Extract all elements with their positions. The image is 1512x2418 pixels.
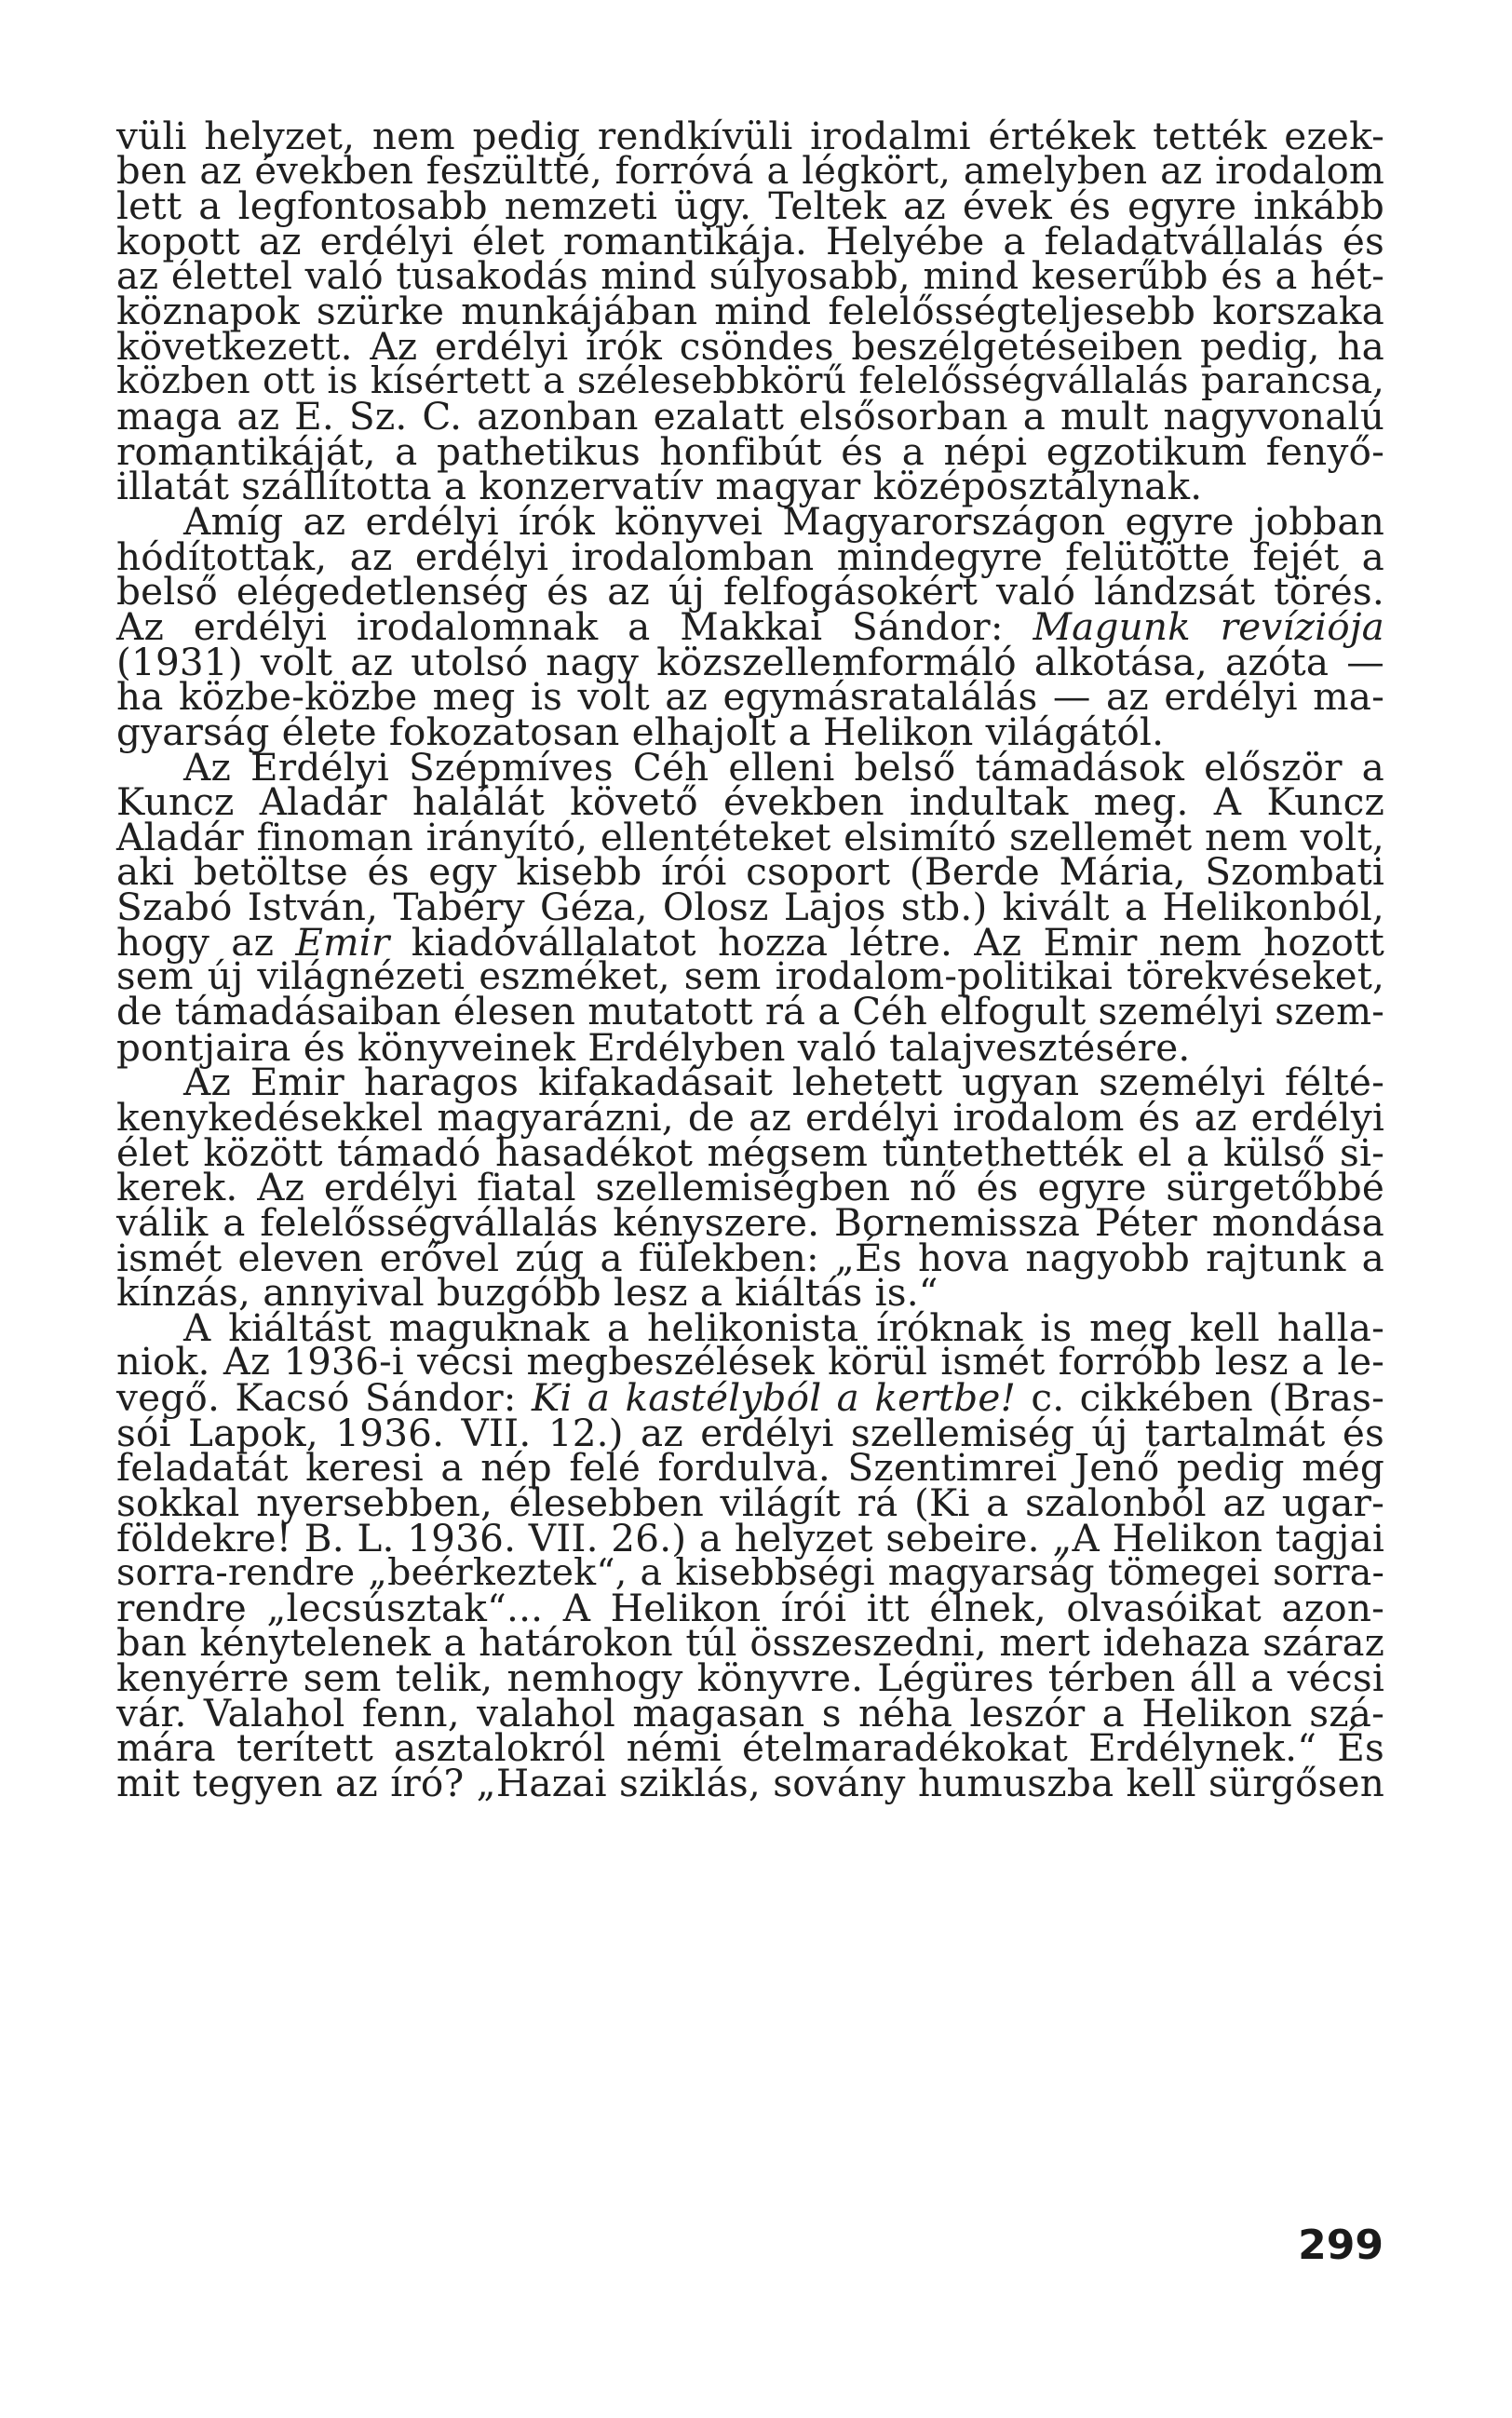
text-line-content: ban kénytelenek a határokon túl összeszedni, mert idehaza száraz bbox=[116, 1621, 1384, 1665]
text-line-content: Aladár finoman irányító, ellentéteket elsimító szellemét nem volt, bbox=[116, 814, 1384, 859]
text-line-content: niok. Az 1936-i vécsi megbeszélések körül ismét forróbb lesz a le- bbox=[116, 1341, 1384, 1385]
text-line-content: kopott az erdélyi élet romantikája. Helyébe a feladatvállalás és bbox=[116, 218, 1384, 263]
text-line-content: Amíg az erdélyi írók könyvei Magyarországon egyre jobban bbox=[183, 499, 1384, 545]
text-line-content: kenykedésekkel magyarázni, de az erdélyi irodalom és az erdélyi bbox=[116, 1094, 1384, 1140]
text-line-content: kenyérre sem telik, nemhogy könyvre. Légüres térben áll a vécsi bbox=[116, 1655, 1384, 1701]
italic-title: Magunk revíziója bbox=[1033, 603, 1384, 649]
text-line-content: közben ott is kísértett a szélesebbkörű felelősségvállalás parancsa, bbox=[116, 359, 1384, 403]
page-number: 299 bbox=[1298, 2222, 1384, 2269]
text-line-content: vegő. Kacsó Sándor: bbox=[116, 1375, 532, 1421]
text-line-content: pontjaira és könyveinek Erdélyben való talajvesztésére. bbox=[116, 1024, 1191, 1070]
text-line-content: maga az E. Sz. C. azonban ezalatt elsősorban a mult nagyvonalú bbox=[116, 394, 1384, 439]
text-line-content: Az Erdélyi Szépmíves Céh elleni belső támadások először a bbox=[183, 744, 1384, 790]
text-line-content: (1931) volt az utolsó nagy közszellemformáló alkotása, azóta — bbox=[116, 639, 1384, 684]
text-line-content: A kiáltást maguknak a helikonista íróknak is meg kell halla- bbox=[183, 1304, 1384, 1350]
text-line-content: de támadásaiban élesen mutatott rá a Céh elfogult személyi szem- bbox=[116, 991, 1384, 1034]
text-line-content: vüli helyzet, nem pedig rendkívüli irodalmi értékek tették ezek- bbox=[116, 114, 1384, 158]
text-line-content: sói Lapok, 1936. VII. 12.) az erdélyi szellemiség új tartalmát és bbox=[116, 1410, 1384, 1455]
text-line-content: következett. Az erdélyi írók csöndes beszélgetéseiben pedig, ha bbox=[116, 323, 1384, 369]
text-line-content: sorra-rendre „beérkeztek“, a kisebbségi magyarság tömegei sorra- bbox=[116, 1551, 1384, 1595]
text-line-content: mára terített asztalokról némi ételmaradékokat Erdélynek.“ És bbox=[116, 1725, 1384, 1771]
text-line-content: Kuncz Aladár halálát követő években indultak meg. A Kuncz bbox=[116, 779, 1384, 825]
body-text bbox=[116, 114, 1384, 1806]
text-line-content: sokkal nyersebben, élesebben világít rá (Ki a szalonból az ugar- bbox=[116, 1479, 1384, 1525]
text-line-content: feladatát keresi a nép felé fordulva. Szentimrei Jenő pedig még bbox=[116, 1445, 1384, 1491]
text-line-content: lett a legfontosabb nemzeti ügy. Teltek az évek és egyre inkább bbox=[116, 183, 1384, 229]
text-line-content: Az Emir haragos kifakadásait lehetett ugyan személyi félté- bbox=[183, 1060, 1384, 1105]
text-line-content: romantikáját, a pathetikus honfibút és a népi egzotikum fenyő- bbox=[116, 428, 1384, 474]
text-line-content: kínzás, annyival buzgóbb lesz a kiáltás is.“ bbox=[116, 1270, 938, 1316]
text-line-content: c. cikkében (Bras- bbox=[1016, 1375, 1384, 1421]
text-line-content: Szabó István, Tabéry Géza, Olosz Lajos stb.) kivált a Helikonból, bbox=[116, 885, 1384, 930]
italic-title: Emir bbox=[295, 919, 390, 965]
text-line-content: ben az években feszültté, forróvá a légkört, amelyben az irodalom bbox=[116, 149, 1384, 193]
text-line-content: földekre! B. L. 1936. VII. 26.) a helyzet sebeire. „A Helikon tagjai bbox=[116, 1515, 1384, 1560]
text-line-content: mit tegyen az író? „Hazai sziklás, sovány humuszba kell sürgősen bbox=[116, 1761, 1384, 1806]
text-line-content: az élettel való tusakodás mind súlyosabb, mind keserűbb és a hét- bbox=[116, 254, 1384, 298]
text-line-content: kerek. Az erdélyi fiatal szellemiségben nő és egyre sürgetőbbé bbox=[116, 1165, 1384, 1210]
text-line bbox=[116, 1761, 1384, 1806]
italic-title: Ki a kastélyból a kertbe! bbox=[531, 1375, 1017, 1421]
text-line-content: aki betöltse és egy kisebb írói csoport (Berde Mária, Szombati bbox=[116, 849, 1384, 895]
text-line-content: hódítottak, az erdélyi irodalomban mindegyre felütötte fejét a bbox=[116, 534, 1384, 579]
text-line-content: válik a felelősségvállalás kényszere. Bornemissza Péter mondása bbox=[116, 1199, 1384, 1245]
text-line-content: hogy az bbox=[116, 919, 296, 965]
text-line-content: gyarság élete fokozatosan elhajolt a Helikon világától. bbox=[116, 709, 1165, 754]
text-line-content: köznapok szürke munkájában mind felelősségteljesebb korszaka bbox=[116, 289, 1384, 334]
text-line-content: rendre „lecsúsztak“... A Helikon írói itt élnek, olvasóikat azon- bbox=[116, 1585, 1384, 1630]
text-line-content: élet között támadó hasadékot mégsem tüntethették el a külső si- bbox=[116, 1129, 1384, 1175]
text-line-content: belső elégedetlenség és az új felfogásokért való lándzsát törés. bbox=[116, 569, 1384, 615]
text-line-content: kiadóvállalatot hozza létre. Az Emir nem hozott bbox=[389, 919, 1384, 965]
text-line-content: ismét eleven erővel zúg a fülekben: „És hova nagyobb rajtunk a bbox=[116, 1235, 1384, 1280]
text-line-content: Az erdélyi irodalomnak a Makkai Sándor: bbox=[116, 603, 1033, 649]
text-line-content: illatát szállította a konzervatív magyar középosztálynak. bbox=[116, 464, 1203, 509]
text-line-content: sem új világnézeti eszméket, sem irodalom-politikai törekvéseket, bbox=[116, 955, 1384, 999]
text-line-content: ha közbe-közbe meg is volt az egymásratalálás — az erdélyi ma- bbox=[116, 674, 1384, 720]
text-line-content: vár. Valahol fenn, valahol magasan s néha leszór a Helikon szá- bbox=[116, 1690, 1384, 1736]
